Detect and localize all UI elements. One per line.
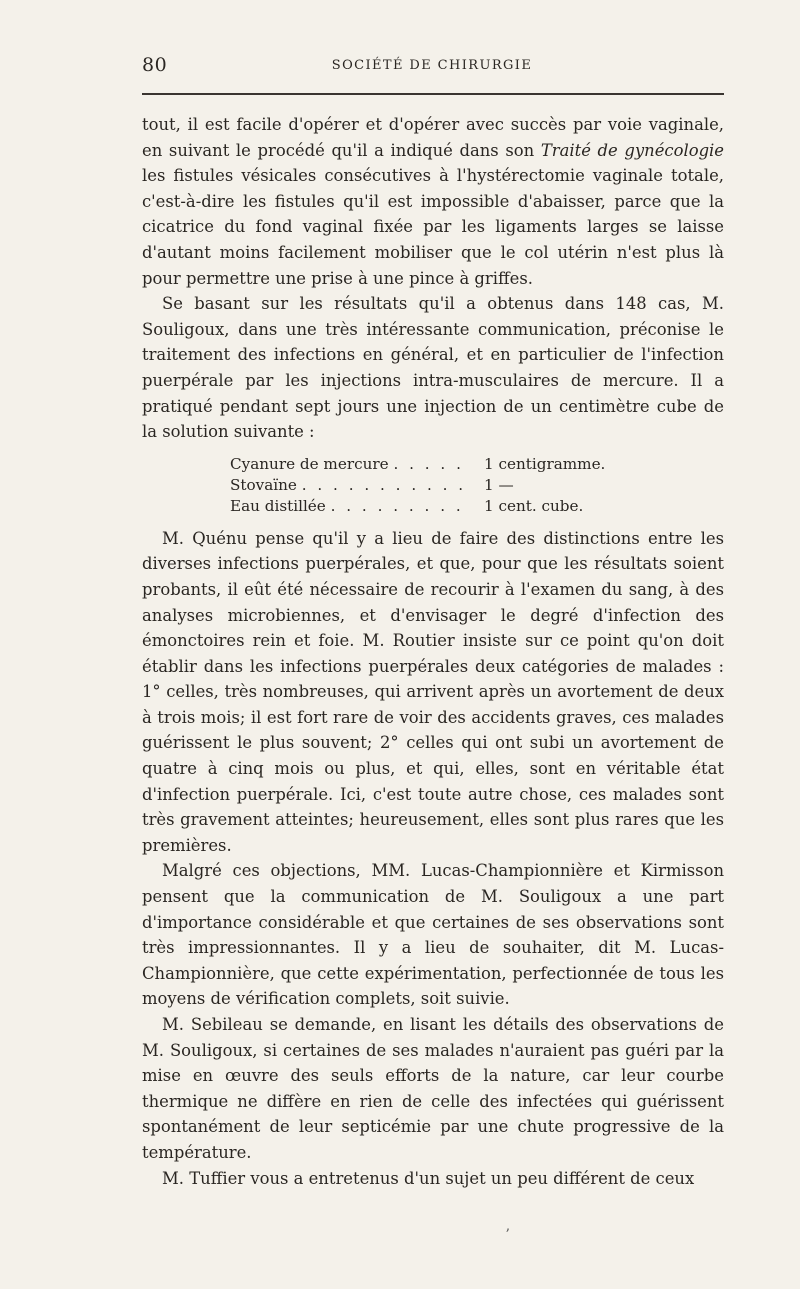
- paragraph-5: M. Sebileau se demande, en lisant les détails des observations de M. Souligoux, si certaines de ses malades n'auraient pas guéri par la mise en œuvre des seuls efforts de la nature, car leur courbe thermique ne diffère en rien de celle des infectées qui guérissent spontanément de leur septicémie par une chute progressive de la température.: [142, 1015, 724, 1162]
- leader-dots: . . . . . . . . .: [330, 496, 464, 515]
- formula-row: [230, 496, 650, 517]
- page-number: 80: [142, 54, 168, 76]
- ingredient-name: Stovaïne: [230, 475, 297, 494]
- ingredient-dose: 1 cent. cube.: [484, 496, 584, 515]
- book-title: Traité de gynécologie: [540, 140, 724, 160]
- formula-row: [230, 475, 650, 496]
- paragraph-3: M. Quénu pense qu'il y a lieu de faire des distinctions entre les diverses infections puerpérales, et que, pour que les résultats soient probants, il eût été nécessaire de recourir à l'examen du sang, à des analyses microbiennes, et d'envisager le degré d'infection des émonctoires rein et foie. M. Routier insiste sur ce point qu'on doit établir dans les infections puerpérales deux catégories de malades : 1° celles, très nombreuses, qui arrivent après un avortement de deux à trois mois; il est fort rare de voir des accidents graves, ces malades guérissent le plus souvent; 2° celles qui ont subi un avortement de quatre à cinq mois ou plus, et qui, elles, sont en véritable état d'infection puerpérale. Ici, c'est toute autre chose, ces malades sont très gravement atteintes; heureusement, elles sont plus rares que les premières.: [142, 528, 724, 855]
- paragraph-1: tout, il est facile d'opérer et d'opérer avec succès par voie vaginale, en suivant le procédé qu'il a indiqué dans son Traité de gynécologie les fistules vésicales consécutives à l'hystérectomie vaginale totale, c'est-à-dire les fistules qu'il est impossible d'abaisser, parce que la cicatrice du fond vaginal fixée par les ligaments larges se laisse d'autant moins facilement mobiliser que le col utérin n'est plus là pour permettre une prise à une pince à griffes.: [142, 115, 724, 288]
- header-rule: [142, 93, 724, 95]
- ingredient-dose: 1 centigramme.: [484, 454, 606, 473]
- paragraph-2: Se basant sur les résultats qu'il a obtenus dans 148 cas, M. Souligoux, dans une très intéressante communication, préconise le traitement des infections en général, et en particulier de l'infection puerpérale par les injections intra-musculaires de mercure. Il a pratiqué pendant sept jours une injection de un centimètre cube de la solution suivante :: [142, 294, 724, 442]
- leader-dots: . . . . .: [393, 454, 464, 473]
- ingredient-dose: 1 —: [484, 475, 514, 494]
- ingredient-name: Eau distillée: [230, 496, 326, 515]
- leader-dots: . . . . . . . . . . .: [301, 475, 467, 494]
- running-title: SOCIÉTÉ DE CHIRURGIE: [331, 58, 533, 73]
- body-text: [142, 112, 724, 1191]
- stray-ink-mark: ʼ: [505, 1227, 510, 1243]
- paragraph-6: M. Tuffier vous a entretenus d'un sujet un peu différent de ceux: [162, 1168, 695, 1188]
- page-header: [142, 54, 722, 78]
- formula-row: [230, 454, 650, 475]
- formula-table: [230, 454, 650, 517]
- paragraph-4: Malgré ces objections, MM. Lucas-Championnière et Kirmisson pensent que la communication de M. Souligoux a une part d'importance considérable et que certaines de ses observations sont très impressionnantes. Il y a lieu de souhaiter, dit M. Lucas-Championnière, que cette expérimentation, perfectionnée de tous les moyens de vérification complets, soit suivie.: [142, 861, 724, 1009]
- ingredient-name: Cyanure de mercure: [230, 454, 389, 473]
